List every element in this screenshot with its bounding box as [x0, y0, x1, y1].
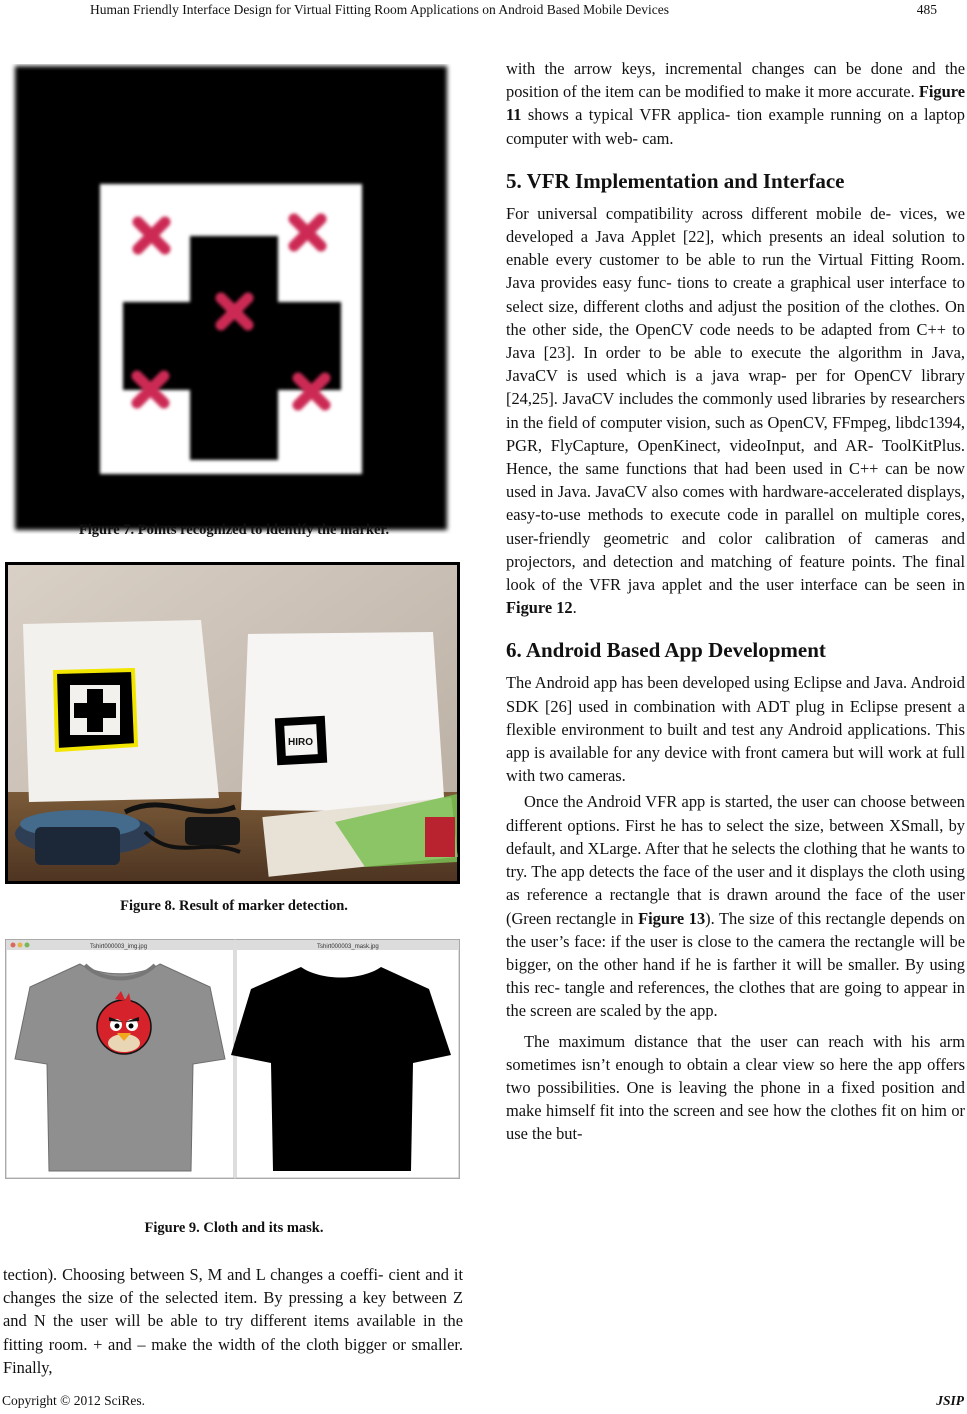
figure-7-caption: Figure 7. Points recognized to identify the marker. — [78, 522, 390, 538]
running-head — [0, 0, 967, 22]
marker-pattern-graphic — [5, 64, 454, 534]
left-column-paragraph: tection). Choosing between S, M and L changes a coeffi- cient and it changes the size of the selected item. By pressing a key between Z and N the user will be able to try different items available in the fitting room. + and – make the width of the cloth bigger or smaller. Finally, — [3, 1265, 463, 1377]
marker-detection-photo — [5, 562, 460, 884]
section-5-heading: 5. VFR Implementation and Interface — [506, 168, 845, 193]
section-6-paragraph-2 — [506, 790, 965, 1022]
section-6-text-a: Once the Android VFR app is started, the user can choose between different options. First he has to select the size, between XSmall, by default, and XLarge. After that he selects the clothing that he wants to try. The app detects the face of the user and it displays the cloth using as reference a rectangle that is drawn around the face of the user (Green rectangle in — [506, 792, 965, 928]
page-number: 485 — [916, 2, 937, 17]
figure-9-image — [5, 939, 460, 1179]
right-window-title: Tshirt000003_mask.jpg — [317, 944, 379, 950]
section-6-heading: 6. Android Based App Development — [506, 638, 826, 663]
figure-8-caption: Figure 8. Result of marker detection. — [120, 898, 348, 914]
cloth-and-mask-windows — [5, 939, 460, 1179]
copyright-notice: Copyright © 2012 SciRes. — [2, 1393, 146, 1408]
section-6-text-b: ). The size of this rectangle depends on the user’s face: if the user is close to the camera the rectangle will be bigger, on the other hand if he is farther it will be smaller. By using this rec- tangle and references, the clothes that are going to appear in the screen are scaled by the app. — [506, 908, 965, 1021]
section-5-paragraph — [506, 202, 965, 620]
figure-8-image — [5, 562, 460, 884]
figure-11-reference: Figure 11 — [506, 82, 965, 125]
paragraph-continued — [506, 57, 965, 150]
figure-12-reference: Figure 12 — [506, 598, 573, 618]
paragraph-continued-text-b: shows a typical VFR applica- tion example running on a laptop computer with web- cam. — [506, 105, 965, 148]
figure-13-reference: Figure 13 — [638, 908, 706, 928]
hiro-marker-text: HIRO — [288, 737, 313, 748]
right-column — [506, 50, 965, 1146]
figure-7-image — [5, 64, 454, 534]
section-6-paragraph-3: The maximum distance that the user can reach with his arm sometimes isn’t enough to obtain a clear view so here the app offers two possibilities. One is leaving the phone in a fixed position and make himself fit into the screen and see how the clothes fit on him or use the but- — [506, 1031, 965, 1144]
figure-9-caption: Figure 9. Cloth and its mask. — [144, 1220, 324, 1236]
section-6-paragraph-1: The Android app has been developed using Eclipse and Java. Android SDK [26] used in combination with ADT plug in Eclipse present a flexible environment to built and test any Android applications. This app is available for any device with front camera but will work at full with two cameras. — [506, 673, 965, 786]
section-5-text-b: . — [572, 598, 577, 618]
paragraph-continued-text-a: with the arrow keys, incremental changes can be done and the position of the item can be modified to make it more accurate. — [506, 59, 965, 102]
journal-name: JSIP — [936, 1393, 964, 1408]
section-5-text-a: For universal compatibility across different mobile de- vices, we developed a Java Applet [22], which presents an ideal solution to enable every customer to be able to run the Virtual Fitting Room. Java provides easy func- tions to create a graphical user interface to select size, different cloths and adjust the position of the clothes. On the other side, the OpenCV code needs to be adapted from C++ to Java [23]. In order to be able to execute the algorithm in Java, JavaCV is used which is a java wrap- per for OpenCV library [24,25]. JavaCV includes the commonly used libraries by researchers in the field of computer vision, such as OpenCV, FFmpeg, libdc1394, PGR, FlyCapture, OpenKinect, videoInput, and AR- ToolKitPlus. Hence, the same functions that had been used in C++ can be now used in Java. JavaCV also comes with hardware-accelerated displays, easy-to-use methods to execute code in parallel on multiple cores, user-friendly geometric and color calibration of cameras and projectors, and detection and matching of feature points. The final look of the VFR java applet and the user interface can be seen in — [506, 203, 965, 595]
left-window-title: Tshirt000003_img.jpg — [90, 944, 148, 950]
running-head-title: Human Friendly Interface Design for Virtual Fitting Room Applications on Android Based Mobile Devices — [90, 2, 669, 17]
